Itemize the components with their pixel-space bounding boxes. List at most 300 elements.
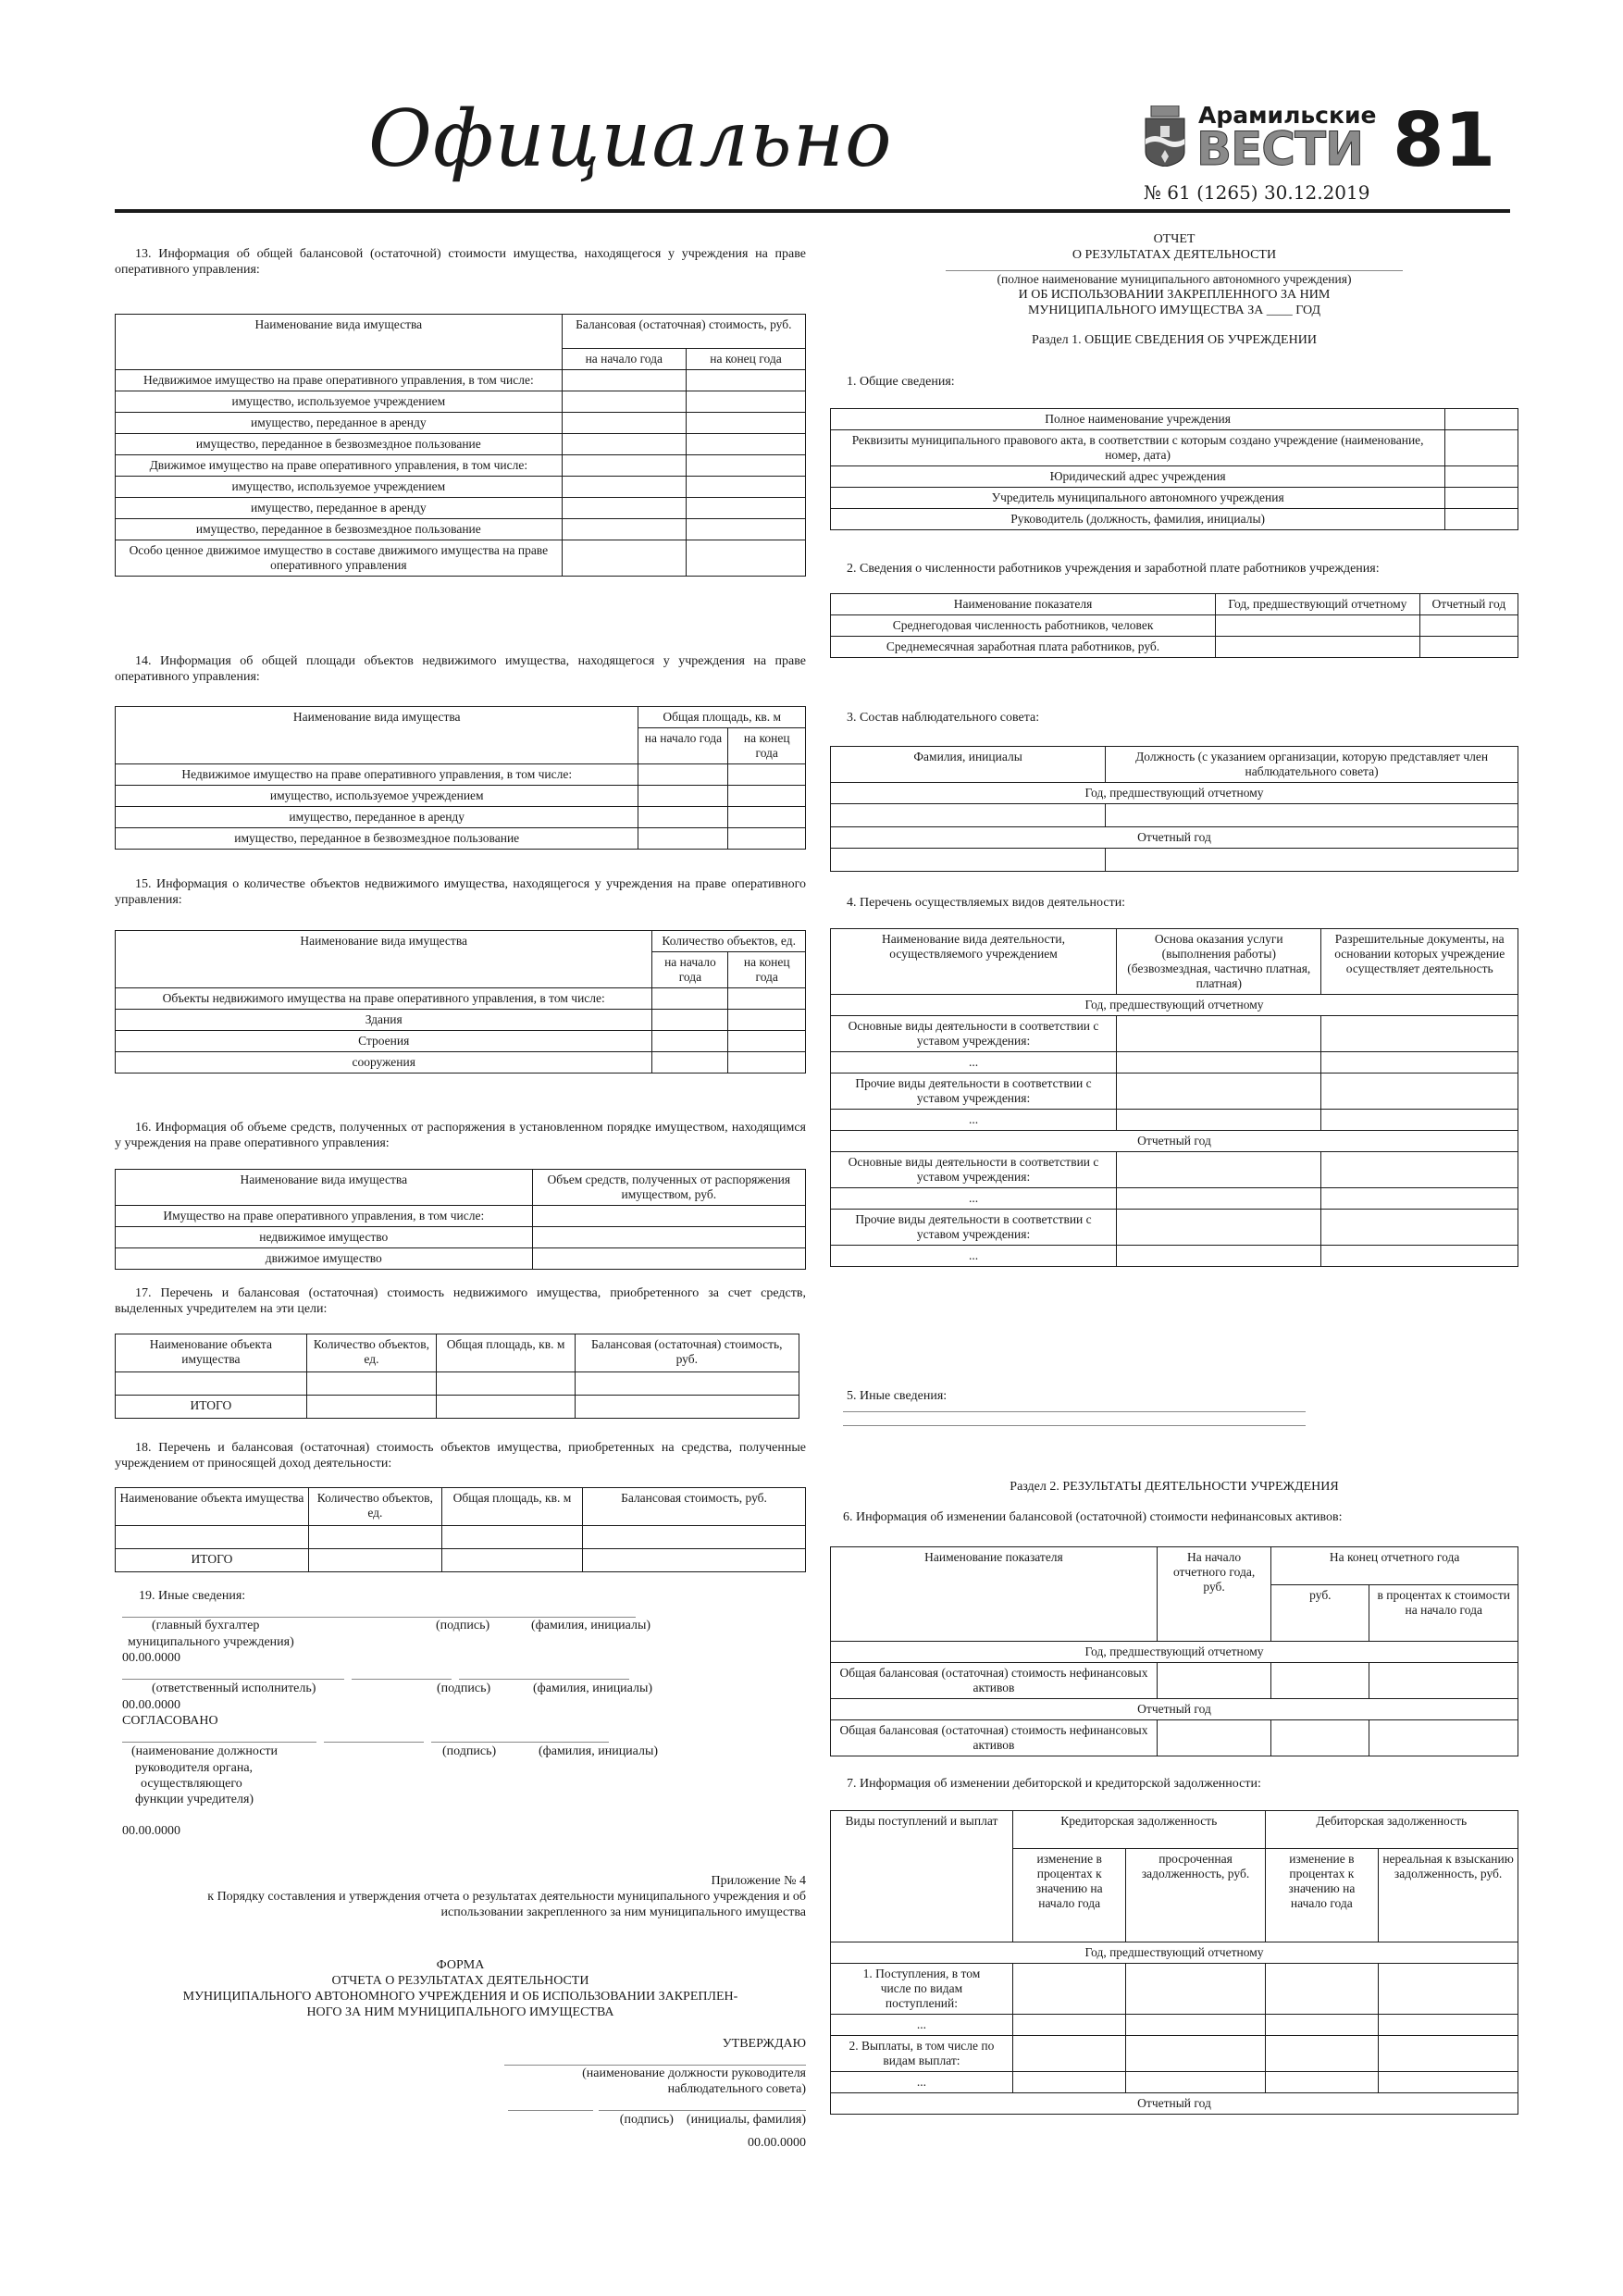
col-header: Дебиторская задолженность bbox=[1265, 1811, 1518, 1849]
table-row bbox=[831, 615, 1518, 637]
value-cell[interactable] bbox=[306, 1372, 436, 1396]
section-13-intro: 13. Информация об общей балансовой (остаточной) стоимости имущества, находящегося у учреждения на праве оперативного управления: bbox=[115, 247, 806, 277]
row-label: ... bbox=[831, 1052, 1117, 1074]
row-label: имущество, переданное в безвозмездное пользование bbox=[116, 434, 563, 455]
value-cell[interactable] bbox=[576, 1372, 799, 1396]
value-cell[interactable] bbox=[532, 1248, 805, 1270]
value-cell[interactable] bbox=[1265, 2072, 1379, 2093]
form-title-line: ФОРМА bbox=[436, 1958, 485, 1972]
table-17-founder-property bbox=[115, 1334, 799, 1419]
value-cell[interactable] bbox=[1321, 1152, 1518, 1188]
row-label: движимое имущество bbox=[116, 1248, 533, 1270]
value-cell[interactable] bbox=[1321, 1074, 1518, 1110]
value-cell[interactable] bbox=[562, 413, 686, 434]
table-1-general-info bbox=[830, 408, 1518, 530]
agreed-label: СОГЛАСОВАНО bbox=[122, 1714, 218, 1728]
executor-label: (ответственный исполнитель) bbox=[152, 1682, 316, 1695]
col-header: Балансовая (остаточная) стоимость, руб. bbox=[576, 1334, 799, 1372]
table-row bbox=[831, 466, 1518, 488]
row-label: Движимое имущество на праве оперативного управления, в том числе: bbox=[116, 455, 563, 477]
col-header: Наименование показателя bbox=[831, 1547, 1158, 1642]
value-cell[interactable] bbox=[1321, 1110, 1518, 1131]
row-label: 2. Выплаты, в том числе по видам выплат: bbox=[831, 2036, 1013, 2072]
col-header: на конец года bbox=[728, 952, 806, 988]
table-row bbox=[116, 477, 806, 498]
value-cell[interactable] bbox=[728, 807, 806, 828]
col-header: На конец отчетного года bbox=[1271, 1547, 1518, 1585]
row-label: имущество, используемое учреждением bbox=[116, 786, 638, 807]
form-title bbox=[115, 1957, 806, 2020]
value-cell[interactable] bbox=[562, 391, 686, 413]
row-label: Объекты недвижимого имущества на праве оперативного управления, в том числе: bbox=[116, 988, 652, 1010]
signature-label: (подпись) bbox=[436, 1619, 490, 1632]
col-header: Общая площадь, кв. м bbox=[441, 1488, 582, 1526]
table-row bbox=[116, 828, 806, 850]
value-cell[interactable] bbox=[1012, 1964, 1126, 2015]
value-cell[interactable] bbox=[728, 988, 806, 1010]
value-cell[interactable] bbox=[1445, 488, 1518, 509]
other-info-line[interactable] bbox=[843, 1425, 1306, 1426]
value-cell[interactable] bbox=[532, 1227, 805, 1248]
col-header: Объем средств, полученных от распоряжения имуществом, руб. bbox=[532, 1170, 805, 1206]
section-3-intro: 3. Состав наблюдательного совета: bbox=[847, 711, 1040, 725]
table-row bbox=[831, 1016, 1518, 1052]
value-cell[interactable] bbox=[562, 540, 686, 577]
value-cell[interactable] bbox=[686, 455, 805, 477]
row-label bbox=[116, 1526, 309, 1549]
row-label: имущество, используемое учреждением bbox=[116, 391, 563, 413]
date-placeholder: 00.00.0000 bbox=[748, 2136, 806, 2150]
col-header: Общая площадь, кв. м bbox=[437, 1334, 576, 1372]
col-header: просроченная задолженность, руб. bbox=[1126, 1849, 1265, 1942]
value-cell[interactable] bbox=[728, 828, 806, 850]
period-row: Отчетный год bbox=[831, 1699, 1518, 1720]
value-cell[interactable] bbox=[652, 1031, 728, 1052]
section-1-intro: 1. Общие сведения: bbox=[847, 375, 955, 389]
value-cell[interactable] bbox=[1117, 1152, 1321, 1188]
other-info-line[interactable] bbox=[843, 1411, 1306, 1412]
date-placeholder: 00.00.0000 bbox=[122, 1698, 180, 1712]
table-6-nonfinancial-assets bbox=[830, 1546, 1518, 1756]
table-row bbox=[831, 1074, 1518, 1110]
value-cell[interactable] bbox=[652, 1052, 728, 1074]
row-label: имущество, переданное в безвозмездное пользование bbox=[116, 519, 563, 540]
section-2-intro: 2. Сведения о численности работников учреждения и заработной плате работников учреждения: bbox=[847, 562, 1380, 576]
signature-label: (подпись) bbox=[619, 2113, 674, 2127]
table-row bbox=[831, 1110, 1518, 1131]
signature-line[interactable] bbox=[122, 1742, 316, 1743]
table-row bbox=[116, 1248, 806, 1270]
value-cell[interactable] bbox=[1117, 1016, 1321, 1052]
value-cell[interactable] bbox=[686, 434, 805, 455]
table-row bbox=[116, 1372, 799, 1396]
member-position-cell[interactable] bbox=[1106, 849, 1518, 872]
appendix-title: Приложение № 4 bbox=[711, 1874, 806, 1888]
table-row bbox=[831, 1246, 1518, 1267]
table-row bbox=[116, 807, 806, 828]
value-cell[interactable] bbox=[728, 764, 806, 786]
form-title-line: НОГО ЗА НИМ МУНИЦИПАЛЬНОГО ИМУЩЕСТВА bbox=[306, 2005, 614, 2019]
org-name-caption: (полное наименование муниципального автономного учреждения) bbox=[997, 272, 1352, 286]
table-row bbox=[831, 509, 1518, 530]
col-header: на конец года bbox=[728, 728, 806, 764]
col-header: Количество объектов, ед. bbox=[306, 1334, 436, 1372]
signature-line[interactable] bbox=[599, 2110, 806, 2111]
value-cell[interactable] bbox=[1379, 2015, 1518, 2036]
period-row: Год, предшествующий отчетному bbox=[831, 1942, 1518, 1964]
value-cell[interactable] bbox=[308, 1549, 441, 1572]
table-row bbox=[831, 637, 1518, 658]
value-cell[interactable] bbox=[652, 1010, 728, 1031]
value-cell[interactable] bbox=[562, 498, 686, 519]
period-row bbox=[831, 995, 1518, 1016]
value-cell[interactable] bbox=[1216, 615, 1420, 637]
value-cell[interactable] bbox=[1321, 1246, 1518, 1267]
value-cell[interactable] bbox=[441, 1526, 582, 1549]
table-row bbox=[831, 1052, 1518, 1074]
table-row bbox=[116, 1206, 806, 1227]
value-cell[interactable] bbox=[652, 988, 728, 1010]
col-header: Балансовая (остаточная) стоимость, руб. bbox=[562, 315, 805, 349]
row-label: Общая балансовая (остаточная) стоимость нефинансовых активов bbox=[831, 1720, 1158, 1756]
col-header: На начало отчетного года, руб. bbox=[1157, 1547, 1270, 1642]
member-name-cell[interactable] bbox=[831, 804, 1106, 827]
row-label: Здания bbox=[116, 1010, 652, 1031]
approve-label: УТВЕРЖДАЮ bbox=[722, 2037, 806, 2051]
form-title-line: МУНИЦИПАЛЬНОГО АВТОНОМНОГО УЧРЕЖДЕНИЯ И ОБ ИСПОЛЬЗОВАНИИ ЗАКРЕПЛЕН- bbox=[182, 1990, 738, 2004]
table-row bbox=[831, 488, 1518, 509]
date-placeholder: 00.00.0000 bbox=[122, 1824, 180, 1838]
col-header: Год, предшествующий отчетному bbox=[1216, 594, 1420, 615]
report-title-line: ОТЧЕТ bbox=[1153, 232, 1196, 246]
table-18-income-property bbox=[115, 1487, 806, 1572]
member-position-cell[interactable] bbox=[1106, 804, 1518, 827]
table-row bbox=[831, 1152, 1518, 1188]
value-cell[interactable] bbox=[562, 519, 686, 540]
row-label: ИТОГО bbox=[116, 1549, 309, 1572]
value-cell[interactable] bbox=[1117, 1246, 1321, 1267]
row-label: 1. Поступления, в том числе по видам поступлений: bbox=[831, 1964, 1013, 2015]
table-row bbox=[831, 409, 1518, 430]
value-cell[interactable] bbox=[1369, 1720, 1518, 1756]
value-cell[interactable] bbox=[686, 540, 805, 577]
signature-line[interactable] bbox=[352, 1679, 452, 1680]
value-cell[interactable] bbox=[1216, 637, 1420, 658]
value-cell[interactable] bbox=[562, 370, 686, 391]
table-row bbox=[116, 1549, 806, 1572]
value-cell[interactable] bbox=[437, 1396, 576, 1419]
table-row bbox=[831, 1188, 1518, 1210]
value-cell[interactable] bbox=[1321, 1210, 1518, 1246]
value-cell[interactable] bbox=[638, 828, 728, 850]
value-cell[interactable] bbox=[441, 1549, 582, 1572]
row-label: Общая балансовая (остаточная) стоимость нефинансовых активов bbox=[831, 1663, 1158, 1699]
value-cell[interactable] bbox=[1117, 1074, 1321, 1110]
row-label: Реквизиты муниципального правового акта, в соответствии с которым создано учреждение (наименование, номер, дата) bbox=[831, 430, 1445, 466]
section-19-title: 19. Иные сведения: bbox=[139, 1589, 246, 1603]
table-row bbox=[116, 764, 806, 786]
value-cell[interactable] bbox=[728, 1031, 806, 1052]
col-header: Наименование вида имущества bbox=[116, 1170, 533, 1206]
section-15-intro: 15. Информация о количестве объектов недвижимого имущества, находящегося у учреждения на праве оперативного управления: bbox=[115, 877, 806, 907]
value-cell[interactable] bbox=[562, 477, 686, 498]
chief-accountant-label-2: муниципального учреждения) bbox=[128, 1635, 294, 1649]
table-row bbox=[116, 455, 806, 477]
table-7-receivables-payables bbox=[830, 1810, 1518, 2115]
table-row bbox=[116, 413, 806, 434]
value-cell[interactable] bbox=[1379, 1964, 1518, 2015]
position-label: руководителя органа, bbox=[135, 1761, 254, 1775]
period-row bbox=[831, 1131, 1518, 1152]
col-header: Наименование объекта имущества bbox=[116, 1334, 307, 1372]
report-subtitle-line: И ОБ ИСПОЛЬЗОВАНИИ ЗАКРЕПЛЕННОГО ЗА НИМ bbox=[1018, 288, 1331, 302]
signature-line[interactable] bbox=[431, 1742, 609, 1743]
issue-number-date: № 61 (1265) 30.12.2019 bbox=[1144, 181, 1370, 204]
row-label: имущество, переданное в безвозмездное пользование bbox=[116, 828, 638, 850]
table-row bbox=[116, 498, 806, 519]
col-header: Балансовая стоимость, руб. bbox=[583, 1488, 806, 1526]
table-row bbox=[831, 2072, 1518, 2093]
row-label bbox=[116, 1372, 307, 1396]
period-label: Год, предшествующий отчетному bbox=[831, 995, 1518, 1016]
row-label: Полное наименование учреждения bbox=[831, 409, 1445, 430]
signature-line[interactable] bbox=[324, 1742, 424, 1743]
table-row bbox=[831, 430, 1518, 466]
table-row bbox=[116, 1396, 799, 1419]
col-header: Кредиторская задолженность bbox=[1012, 1811, 1265, 1849]
col-header: Наименование вида имущества bbox=[116, 315, 563, 370]
page-number: 81 bbox=[1393, 97, 1496, 183]
value-cell[interactable] bbox=[1126, 2036, 1265, 2072]
row-label: имущество, используемое учреждением bbox=[116, 477, 563, 498]
value-cell[interactable] bbox=[1445, 509, 1518, 530]
value-cell[interactable] bbox=[437, 1372, 576, 1396]
col-header: Отчетный год bbox=[1419, 594, 1518, 615]
table-4-activities bbox=[830, 928, 1518, 1267]
value-cell[interactable] bbox=[308, 1526, 441, 1549]
col-header: Наименование вида деятельности, осуществляемого учреждением bbox=[831, 929, 1117, 995]
form-title-line: ОТЧЕТА О РЕЗУЛЬТАТАХ ДЕЯТЕЛЬНОСТИ bbox=[331, 1974, 589, 1988]
value-cell[interactable] bbox=[686, 519, 805, 540]
value-cell[interactable] bbox=[728, 1010, 806, 1031]
value-cell[interactable] bbox=[1117, 1210, 1321, 1246]
value-cell[interactable] bbox=[562, 455, 686, 477]
value-cell[interactable] bbox=[686, 477, 805, 498]
value-cell[interactable] bbox=[638, 786, 728, 807]
value-cell[interactable] bbox=[1012, 2036, 1126, 2072]
value-cell[interactable] bbox=[576, 1396, 799, 1419]
signature-label: (подпись) bbox=[437, 1682, 491, 1695]
value-cell[interactable] bbox=[1321, 1052, 1518, 1074]
row-label: Прочие виды деятельности в соответствии с уставом учреждения: bbox=[831, 1210, 1117, 1246]
row-label: Юридический адрес учреждения bbox=[831, 466, 1445, 488]
value-cell[interactable] bbox=[686, 413, 805, 434]
row-label: ... bbox=[831, 1188, 1117, 1210]
signature-label: (подпись) bbox=[442, 1744, 497, 1758]
col-header: Разрешительные документы, на основании которых учреждение осуществляет деятельность bbox=[1321, 929, 1518, 995]
value-cell[interactable] bbox=[1445, 466, 1518, 488]
row-label: ... bbox=[831, 1246, 1117, 1267]
value-cell[interactable] bbox=[1265, 2036, 1379, 2072]
row-label: Недвижимое имущество на праве оперативного управления, в том числе: bbox=[116, 764, 638, 786]
position-label: осуществляющего bbox=[141, 1777, 242, 1791]
value-cell[interactable] bbox=[1445, 430, 1518, 466]
report-subtitle-line: МУНИЦИПАЛЬНОГО ИМУЩЕСТВА ЗА ____ ГОД bbox=[1027, 304, 1321, 317]
name-initials-label: (фамилия, инициалы) bbox=[533, 1682, 653, 1695]
member-name-cell[interactable] bbox=[831, 849, 1106, 872]
table-2-staff bbox=[830, 593, 1518, 658]
value-cell[interactable] bbox=[1419, 637, 1518, 658]
section-1-title: Раздел 1. ОБЩИЕ СВЕДЕНИЯ ОБ УЧРЕЖДЕНИИ bbox=[1032, 333, 1317, 347]
row-label: Основные виды деятельности в соответствии с уставом учреждения: bbox=[831, 1016, 1117, 1052]
value-cell[interactable] bbox=[1117, 1110, 1321, 1131]
col-header: Фамилия, инициалы bbox=[831, 747, 1106, 783]
brand-name-big: ВЕСТИ bbox=[1196, 122, 1363, 176]
value-cell[interactable] bbox=[638, 764, 728, 786]
signature-line[interactable] bbox=[459, 1679, 629, 1680]
col-header: на начало года bbox=[638, 728, 728, 764]
chief-accountant-label: (главный бухгалтер bbox=[152, 1619, 260, 1632]
section-16-intro: 16. Информация об объеме средств, полученных от распоряжения в установленном порядке имуществом, находящимся у учреждения на праве оперативного управления: bbox=[115, 1121, 806, 1150]
row-label: Прочие виды деятельности в соответствии с уставом учреждения: bbox=[831, 1074, 1117, 1110]
appendix-note bbox=[115, 1873, 806, 1920]
value-cell[interactable] bbox=[1157, 1663, 1270, 1699]
row-label: Учредитель муниципального автономного учреждения bbox=[831, 488, 1445, 509]
section-17-intro: 17. Перечень и балансовая (остаточная) стоимость недвижимого имущества, приобретенного за счет средств, выделенных учредителем на эти цели: bbox=[115, 1286, 806, 1316]
col-header: Количество объектов, ед. bbox=[652, 931, 806, 952]
signature-line[interactable] bbox=[122, 1679, 344, 1680]
row-label: имущество, переданное в аренду bbox=[116, 498, 563, 519]
table-row bbox=[116, 988, 806, 1010]
period-row: Отчетный год bbox=[831, 2093, 1518, 2115]
value-cell[interactable] bbox=[562, 434, 686, 455]
row-label: Строения bbox=[116, 1031, 652, 1052]
section-18-intro: 18. Перечень и балансовая (остаточная) стоимость объектов имущества, приобретенных на средства, полученные учреждением от приносящей доход деятельности: bbox=[115, 1441, 806, 1471]
row-label: Основные виды деятельности в соответствии с уставом учреждения: bbox=[831, 1152, 1117, 1188]
table-row bbox=[116, 434, 806, 455]
table-row bbox=[116, 1526, 806, 1549]
value-cell[interactable] bbox=[306, 1396, 436, 1419]
value-cell[interactable] bbox=[1321, 1016, 1518, 1052]
col-header: на начало года bbox=[562, 349, 686, 370]
section-title: Официально bbox=[368, 93, 893, 184]
value-cell[interactable] bbox=[1445, 409, 1518, 430]
col-header: изменение в процентах к значению на начало года bbox=[1012, 1849, 1126, 1942]
col-header: Наименование вида имущества bbox=[116, 707, 638, 764]
table-row bbox=[116, 1052, 806, 1074]
table-13-balance-value bbox=[115, 314, 806, 577]
value-cell[interactable] bbox=[686, 391, 805, 413]
value-cell[interactable] bbox=[1157, 1720, 1270, 1756]
row-label: имущество, переданное в аренду bbox=[116, 413, 563, 434]
row-label: Среднегодовая численность работников, человек bbox=[831, 615, 1216, 637]
name-initials-label: (фамилия, инициалы) bbox=[539, 1744, 659, 1758]
section-14-intro: 14. Информация об общей площади объектов недвижимого имущества, находящегося у учреждения на праве оперативного управления: bbox=[115, 654, 806, 684]
value-cell[interactable] bbox=[1379, 2036, 1518, 2072]
table-row bbox=[116, 540, 806, 577]
value-cell[interactable] bbox=[1321, 1188, 1518, 1210]
section-19-signatures bbox=[115, 1588, 806, 1839]
position-label: (наименование должности bbox=[131, 1744, 279, 1758]
row-label: имущество, переданное в аренду bbox=[116, 807, 638, 828]
col-header: на начало года bbox=[652, 952, 728, 988]
value-cell[interactable] bbox=[1265, 2015, 1379, 2036]
col-header: Наименование объекта имущества bbox=[116, 1488, 309, 1526]
position-label: наблюдательного совета) bbox=[667, 2082, 806, 2096]
value-cell[interactable] bbox=[686, 370, 805, 391]
value-cell[interactable] bbox=[1117, 1188, 1321, 1210]
value-cell[interactable] bbox=[1012, 2015, 1126, 2036]
table-16-disposal-funds bbox=[115, 1169, 806, 1270]
row-label: Руководитель (должность, фамилия, инициалы) bbox=[831, 509, 1445, 530]
value-cell[interactable] bbox=[728, 786, 806, 807]
row-label: ... bbox=[831, 1110, 1117, 1131]
position-label: (наименование должности руководителя bbox=[582, 2066, 806, 2080]
col-header: Наименование вида имущества bbox=[116, 931, 652, 988]
table-row bbox=[116, 1010, 806, 1031]
period-row: Год, предшествующий отчетному bbox=[831, 1642, 1518, 1663]
value-cell[interactable] bbox=[1419, 615, 1518, 637]
col-header: Виды поступлений и выплат bbox=[831, 1811, 1013, 1942]
value-cell[interactable] bbox=[1379, 2072, 1518, 2093]
col-header: Основа оказания услуги (выполнения работы) (безвозмездная, частично платная, платная) bbox=[1117, 929, 1321, 995]
table-3-supervisory-board bbox=[830, 746, 1518, 872]
row-label: Имущество на праве оперативного управления, в том числе: bbox=[116, 1206, 533, 1227]
value-cell[interactable] bbox=[1126, 1964, 1265, 2015]
value-cell[interactable] bbox=[1271, 1720, 1369, 1756]
value-cell[interactable] bbox=[583, 1526, 806, 1549]
table-row bbox=[116, 1031, 806, 1052]
value-cell[interactable] bbox=[728, 1052, 806, 1074]
col-header: в процентах к стоимости на начало года bbox=[1369, 1585, 1518, 1642]
col-header: руб. bbox=[1271, 1585, 1369, 1642]
section-4-intro: 4. Перечень осуществляемых видов деятельности: bbox=[847, 896, 1126, 910]
col-header: Количество объектов, ед. bbox=[308, 1488, 441, 1526]
value-cell[interactable] bbox=[686, 498, 805, 519]
signature-line[interactable] bbox=[508, 2110, 593, 2111]
value-cell[interactable] bbox=[583, 1549, 806, 1572]
value-cell[interactable] bbox=[1271, 1663, 1369, 1699]
appendix-text: к Порядку составления и утверждения отчета о результатах деятельности муниципального учреждения и об использовании закрепленного за ним муниципального имущества bbox=[207, 1890, 806, 1919]
value-cell[interactable] bbox=[1126, 2072, 1265, 2093]
name-initials-label: (фамилия, инициалы) bbox=[531, 1619, 651, 1632]
col-header: Наименование показателя bbox=[831, 594, 1216, 615]
brand-name-small: Арамильские bbox=[1198, 102, 1377, 129]
row-label: недвижимое имущество bbox=[116, 1227, 533, 1248]
position-label: функции учредителя) bbox=[135, 1793, 254, 1806]
row-label: ИТОГО bbox=[116, 1396, 307, 1419]
section-5-intro: 5. Иные сведения: bbox=[847, 1389, 948, 1403]
value-cell[interactable] bbox=[532, 1206, 805, 1227]
value-cell[interactable] bbox=[1265, 1964, 1379, 2015]
row-label: Особо ценное движимое имущество в составе движимого имущества на праве оперативного управления bbox=[116, 540, 563, 577]
table-row bbox=[831, 2036, 1518, 2072]
value-cell[interactable] bbox=[1126, 2015, 1265, 2036]
value-cell[interactable] bbox=[638, 807, 728, 828]
section-7-intro: 7. Информация об изменении дебиторской и кредиторской задолженности: bbox=[847, 1777, 1261, 1791]
table-row bbox=[116, 519, 806, 540]
value-cell[interactable] bbox=[1117, 1052, 1321, 1074]
value-cell[interactable] bbox=[1369, 1663, 1518, 1699]
row-label: сооружения bbox=[116, 1052, 652, 1074]
col-header: изменение в процентах к значению на начало года bbox=[1265, 1849, 1379, 1942]
row-label: Недвижимое имущество на праве оперативного управления, в том числе: bbox=[116, 370, 563, 391]
table-14-area bbox=[115, 706, 806, 850]
col-header: нереальная к взысканию задолженность, руб. bbox=[1379, 1849, 1518, 1942]
value-cell[interactable] bbox=[1012, 2072, 1126, 2093]
initials-label: (инициалы, фамилия) bbox=[686, 2113, 806, 2127]
report-title-line: О РЕЗУЛЬТАТАХ ДЕЯТЕЛЬНОСТИ bbox=[1072, 248, 1277, 262]
